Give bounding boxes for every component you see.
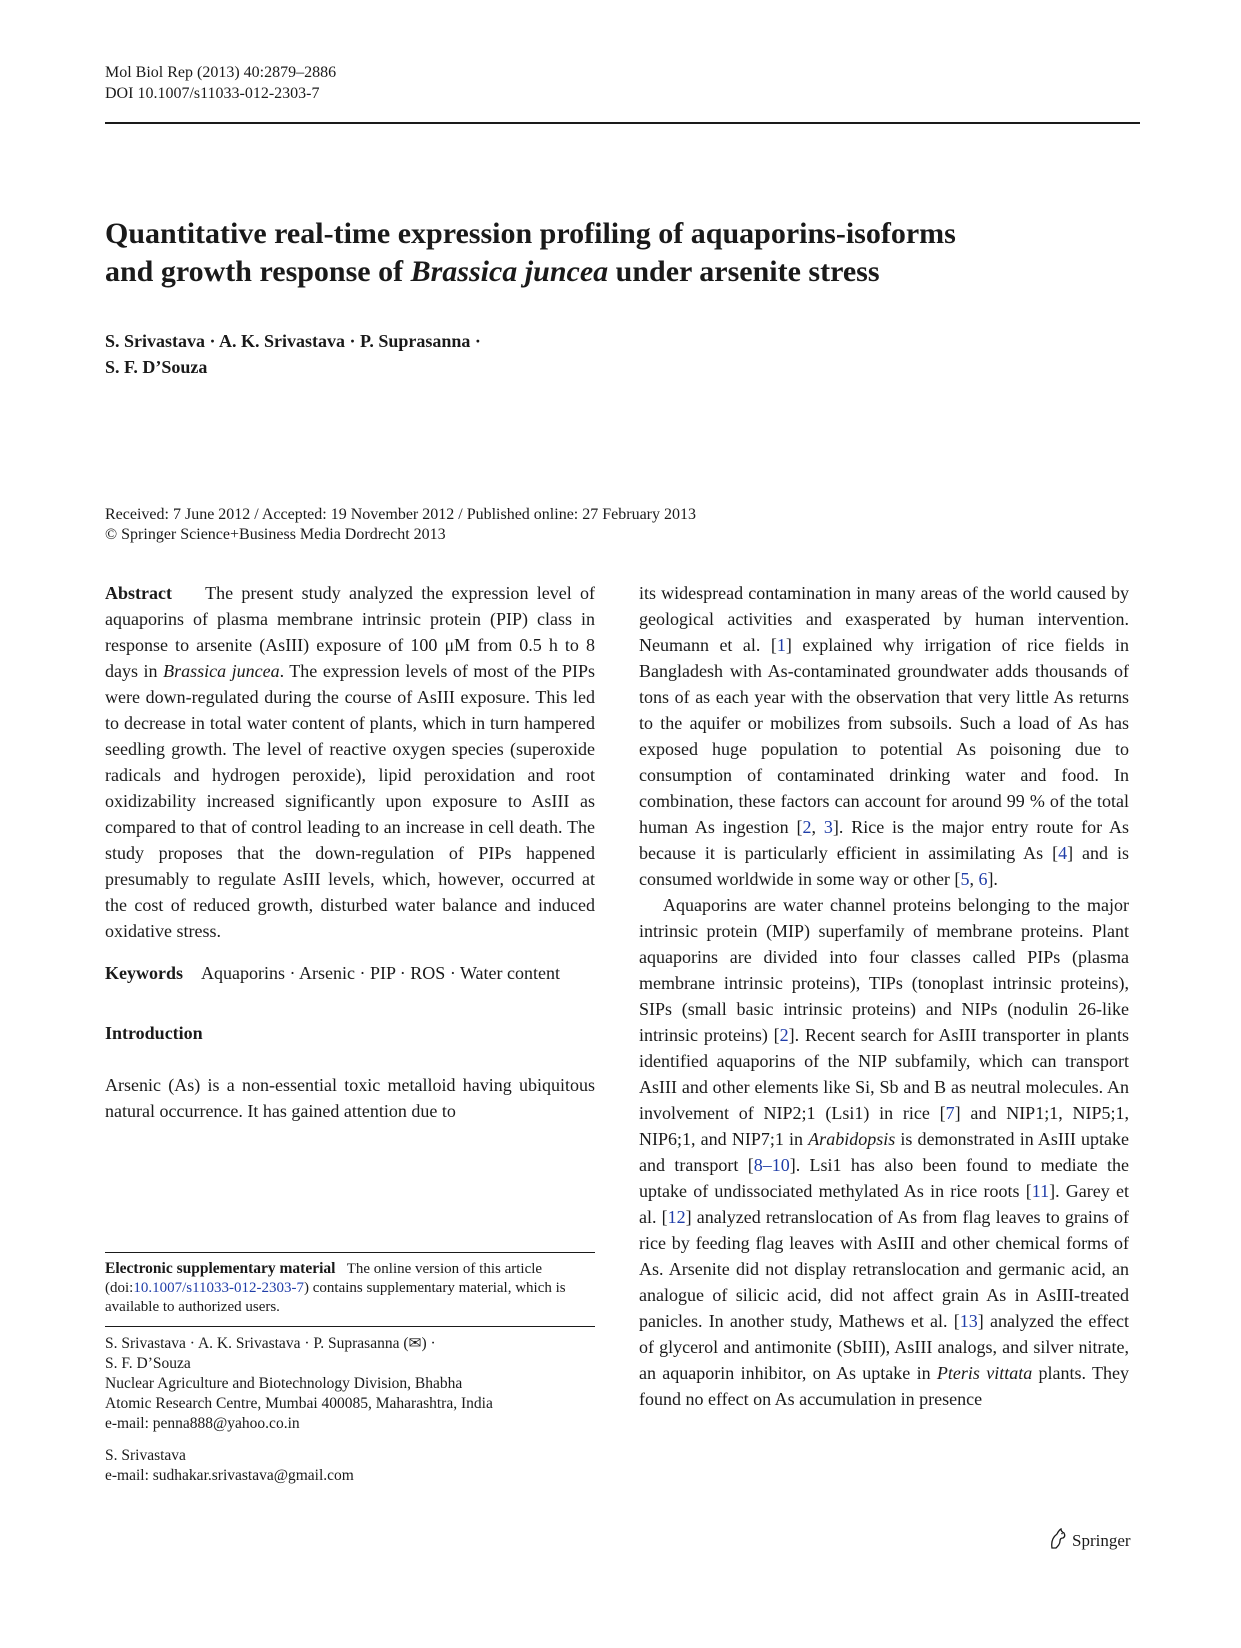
publisher-name: Springer [1072, 1531, 1131, 1550]
authors-line-1: S. Srivastava · A. K. Srivastava · P. Suprasanna · [105, 331, 481, 351]
esm-doi-link[interactable]: 10.1007/s11033-012-2303-7 [133, 1280, 305, 1296]
species-pteris: Pteris vittata [936, 1363, 1033, 1383]
authors-line-2: S. F. D’Souza [105, 357, 208, 377]
supplementary-note [105, 1252, 595, 1317]
p2-text-e: ]. Lsi1 has also been found to mediate the uptake of undissociated methylated As in rice roots [ [639, 1155, 1130, 1201]
citation-separator: , [811, 817, 824, 837]
copyright-line: © Springer Science+Business Media Dordrecht 2013 [105, 526, 446, 543]
journal-reference [105, 62, 336, 104]
publication-dates [105, 505, 696, 545]
abstract [105, 580, 595, 944]
body-paragraph-1 [639, 580, 1129, 892]
author-list [105, 328, 481, 380]
p2-text-f: ]. Garey et al. [ [639, 1181, 1129, 1227]
p2-text-d: is demonstrated in AsIII uptake and transport [ [639, 1129, 1130, 1175]
citation-link[interactable]: 12 [667, 1207, 686, 1227]
title-line-2-pre: and growth response of [105, 255, 411, 288]
citation-link[interactable]: 8–10 [753, 1155, 790, 1175]
affiliation-email-1[interactable]: e-mail: penna888@yahoo.co.in [105, 1415, 300, 1432]
p1-text-a: its widespread contamination in many areas of the world caused by geological activities and exasperated by human intervention. Neumann et al. [ [639, 583, 1129, 655]
dates-line: Received: 7 June 2012 / Accepted: 19 November 2012 / Published online: 27 February 2013 [105, 506, 696, 523]
affiliation-names-1: S. Srivastava · A. K. Srivastava · P. Suprasanna (✉) · [105, 1335, 436, 1352]
affiliation-email-2[interactable]: e-mail: sudhakar.srivastava@gmail.com [105, 1467, 354, 1484]
p2-text-c: ] and NIP1;1, NIP5;1, NIP6;1, and NIP7;1 in [639, 1103, 1129, 1149]
esm-label: Electronic supplementary material [105, 1260, 336, 1277]
citation-link[interactable]: 2 [779, 1025, 789, 1045]
introduction-paragraph: Arsenic (As) is a non-essential toxic metalloid having ubiquitous natural occurrence. It has gained attention due to [105, 1075, 595, 1121]
esm-text-2: ) contains supplementary material, which is available to authorized users. [105, 1280, 566, 1315]
citation-separator: , [969, 869, 979, 889]
citation-link[interactable]: 6 [978, 869, 988, 889]
affiliation-org-1: Nuclear Agriculture and Biotechnology Division, Bhabha [105, 1375, 463, 1392]
abstract-label: Abstract [105, 583, 172, 603]
journal-citation: Mol Biol Rep (2013) 40:2879–2886 [105, 64, 337, 81]
citation-link[interactable]: 4 [1058, 843, 1068, 863]
keywords-text: Aquaporins · Arsenic · PIP · ROS · Water content [201, 963, 560, 983]
title-species: Brassica juncea [410, 255, 609, 288]
affiliation-name-3: S. Srivastava [105, 1447, 186, 1464]
article-title [105, 215, 1140, 291]
abstract-text-2: . The expression levels of most of the PIPs were down-regulated during the course of AsIII exposure. This led to decrease in total water content of plants, which in turn hampered seedling growth. The level of reactive oxygen species (superoxide radicals and hydrogen peroxide), lipid peroxidation and root oxidizability increased significantly upon exposure to AsIII as compared to that of control leading to an increase in cell death. The study proposes that the down-regulation of PIPs happened presumably to regulate AsIII levels, which, however, occurred at the cost of reduced growth, disturbed water balance and induced oxidative stress. [105, 661, 596, 941]
p2-text-i: plants. They found no effect on As accumulation in presence [639, 1363, 1130, 1409]
title-line-1: Quantitative real-time expression profiling of aquaporins-isoforms [105, 217, 956, 250]
abstract-text-1: The present study analyzed the expression level of aquaporins of plasma membrane intrinsic protein (PIP) class in response to arsenite (AsIII) exposure of 100 μM from 0.5 h to 8 days in [105, 583, 596, 681]
citation-link[interactable]: 5 [960, 869, 970, 889]
springer-horse-icon [1048, 1528, 1068, 1550]
keywords-label: Keywords [105, 963, 183, 983]
citation-link[interactable]: 1 [776, 635, 786, 655]
citation-link[interactable]: 7 [945, 1103, 955, 1123]
p1-text-e: ]. [987, 869, 998, 889]
citation-link[interactable]: 3 [823, 817, 833, 837]
affiliation-rule [105, 1326, 595, 1327]
abstract-species: Brassica juncea [163, 661, 280, 681]
publisher-logo [1048, 1528, 1131, 1552]
p1-text-b: ] explained why irrigation of rice fields in Bangladesh with As-contaminated groundwater adds thousands of tons of as each year with the observation that very little As returns to the aquifer or mobilizes from subsoils. Such a load of As has exposed huge population to potential As poisoning due to consumption of contaminated drinking water and food. In combination, these factors can account for around 99 % of the total human As ingestion [ [639, 635, 1130, 837]
affiliation-org-2: Atomic Research Centre, Mumbai 400085, Maharashtra, India [105, 1395, 493, 1412]
p2-text-a: Aquaporins are water channel proteins belonging to the major intrinsic protein (MIP) superfamily of membrane proteins. Plant aquaporins are divided into four classes called PIPs (plasma membrane intrinsic proteins), TIPs (tonoplast intrinsic proteins), SIPs (small basic intrinsic proteins) and NIPs (nodulin 26-like intrinsic proteins) [ [639, 895, 1129, 1045]
citation-link[interactable]: 2 [802, 817, 812, 837]
affiliation-names-2: S. F. D’Souza [105, 1355, 191, 1372]
header-rule [105, 122, 1140, 124]
title-line-2-post: under arsenite stress [608, 255, 880, 288]
citation-link[interactable]: 11 [1031, 1181, 1050, 1201]
body-paragraph-2 [639, 892, 1129, 1412]
introduction-heading: Introduction [105, 1023, 203, 1043]
esm-text-1: The online version of this article (doi: [105, 1261, 543, 1296]
doi-line: DOI 10.1007/s11033-012-2303-7 [105, 85, 320, 102]
right-column [639, 580, 1129, 1412]
left-column [105, 580, 595, 1124]
keywords [105, 960, 595, 986]
p1-text-d: ] and is consumed worldwide in some way or other [ [639, 843, 1129, 889]
p2-text-g: ] analyzed retranslocation of As from flag leaves to grains of rice by feeding flag leaves with AsIII and other chemical forms of As. Arsenite did not display retranslocation and germanic acid, an analogue of silicic acid, did not affect grain As in AsIII-treated panicles. In another study, Mathews et al. [ [639, 1207, 1130, 1331]
p2-text-h: ] analyzed the effect of glycerol and antimonite (SbIII), AsIII analogs, and silver nitrate, an aquaporin inhibitor, on As uptake in [639, 1311, 1129, 1383]
p1-text-c: ]. Rice is the major entry route for As because it is particularly efficient in assimilating As [ [639, 817, 1129, 863]
p2-text-b: ]. Recent search for AsIII transporter in plants identified aquaporins of the NIP subfamily, which can transport AsIII and other elements like Si, Sb and B as neutral molecules. An involvement of NIP2;1 (Lsi1) in rice [ [639, 1025, 1129, 1123]
affiliation-block [105, 1334, 595, 1486]
species-arabidopsis: Arabidopsis [808, 1129, 896, 1149]
citation-link[interactable]: 13 [959, 1311, 978, 1331]
